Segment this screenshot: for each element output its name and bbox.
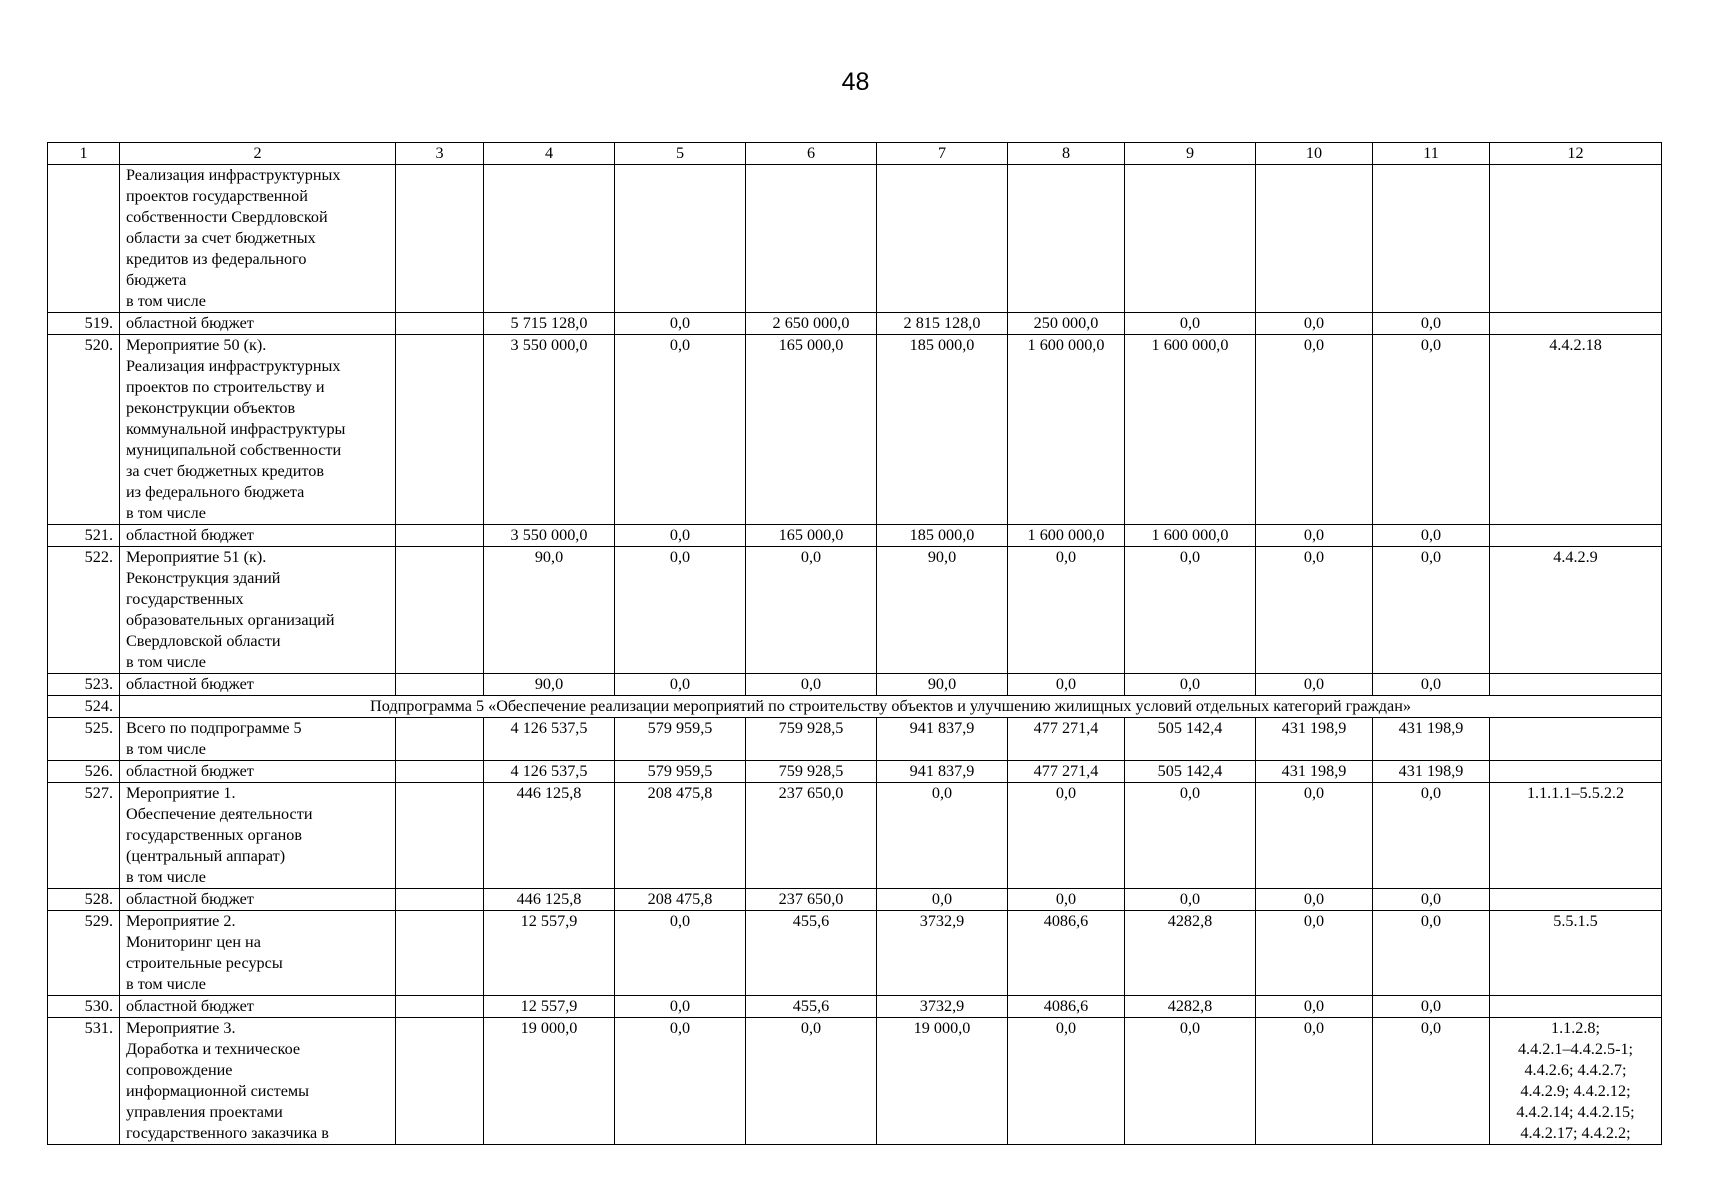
amount-cell: 0,0	[1256, 525, 1373, 547]
amount-cell: 0,0	[615, 547, 746, 674]
target-code-cell: 1.1.1.1–5.5.2.2	[1490, 783, 1662, 889]
amount-cell: 4086,6	[1008, 911, 1125, 996]
amount-cell	[1256, 165, 1373, 313]
table-row	[48, 165, 1662, 313]
amount-cell: 165 000,0	[746, 525, 877, 547]
amount-cell: 505 142,4	[1125, 761, 1256, 783]
description-cell: областной бюджет	[120, 313, 396, 335]
amount-cell: 1 600 000,0	[1125, 335, 1256, 525]
amount-cell: 0,0	[1008, 1018, 1125, 1145]
amount-cell: 0,0	[746, 547, 877, 674]
amount-cell: 0,0	[1125, 889, 1256, 911]
target-code-cell	[1490, 313, 1662, 335]
column-3-cell	[396, 911, 484, 996]
description-cell: Мероприятие 1. Обеспечение деятельности государственных органов (центральный аппарат) в том числе	[120, 783, 396, 889]
row-number-cell: 525.	[48, 718, 120, 761]
amount-cell: 0,0	[1125, 547, 1256, 674]
amount-cell: 4 126 537,5	[484, 718, 615, 761]
amount-cell: 455,6	[746, 911, 877, 996]
amount-cell: 505 142,4	[1125, 718, 1256, 761]
amount-cell: 0,0	[615, 996, 746, 1018]
amount-cell: 579 959,5	[615, 718, 746, 761]
amount-cell: 0,0	[1256, 313, 1373, 335]
amount-cell: 431 198,9	[1373, 761, 1490, 783]
row-number-cell: 523.	[48, 674, 120, 696]
column-3-cell	[396, 525, 484, 547]
target-code-cell: 1.1.2.8; 4.4.2.1–4.4.2.5-1; 4.4.2.6; 4.4.2.7; 4.4.2.9; 4.4.2.12; 4.4.2.14; 4.4.2.15; 4.4.2.17; 4.4.2.2;	[1490, 1018, 1662, 1145]
amount-cell	[746, 165, 877, 313]
table-row	[48, 889, 1662, 911]
amount-cell: 0,0	[615, 911, 746, 996]
row-number-cell: 524.	[48, 696, 120, 718]
amount-cell: 0,0	[1373, 1018, 1490, 1145]
amount-cell: 0,0	[1125, 1018, 1256, 1145]
amount-cell: 4086,6	[1008, 996, 1125, 1018]
subprogram-row	[48, 696, 1662, 718]
column-number-cell: 8	[1008, 143, 1125, 165]
table-row	[48, 313, 1662, 335]
amount-cell: 12 557,9	[484, 911, 615, 996]
budget-table	[47, 142, 1662, 1145]
row-number-cell: 521.	[48, 525, 120, 547]
amount-cell: 208 475,8	[615, 783, 746, 889]
row-number-cell: 527.	[48, 783, 120, 889]
row-number-cell: 528.	[48, 889, 120, 911]
amount-cell: 0,0	[1373, 889, 1490, 911]
column-number-cell: 7	[877, 143, 1008, 165]
amount-cell: 0,0	[1256, 674, 1373, 696]
amount-cell: 0,0	[1256, 911, 1373, 996]
amount-cell: 90,0	[484, 547, 615, 674]
amount-cell: 477 271,4	[1008, 718, 1125, 761]
column-3-cell	[396, 335, 484, 525]
column-number-cell: 9	[1125, 143, 1256, 165]
description-cell: областной бюджет	[120, 525, 396, 547]
column-number-cell: 4	[484, 143, 615, 165]
amount-cell: 19 000,0	[484, 1018, 615, 1145]
amount-cell: 0,0	[746, 1018, 877, 1145]
table-row	[48, 911, 1662, 996]
amount-cell: 3732,9	[877, 996, 1008, 1018]
amount-cell: 759 928,5	[746, 718, 877, 761]
column-3-cell	[396, 1018, 484, 1145]
table-row	[48, 996, 1662, 1018]
description-cell: Реализация инфраструктурных проектов государственной собственности Свердловской области за счет бюджетных кредитов из федерального бюджета в том числе	[120, 165, 396, 313]
amount-cell: 4282,8	[1125, 911, 1256, 996]
row-number-cell: 522.	[48, 547, 120, 674]
description-cell: областной бюджет	[120, 889, 396, 911]
amount-cell: 431 198,9	[1256, 761, 1373, 783]
target-code-cell: 4.4.2.18	[1490, 335, 1662, 525]
table-row	[48, 783, 1662, 889]
amount-cell: 3732,9	[877, 911, 1008, 996]
amount-cell: 5 715 128,0	[484, 313, 615, 335]
amount-cell: 1 600 000,0	[1008, 335, 1125, 525]
target-code-cell: 5.5.1.5	[1490, 911, 1662, 996]
amount-cell: 0,0	[1373, 911, 1490, 996]
target-code-cell	[1490, 674, 1662, 696]
amount-cell: 0,0	[1373, 996, 1490, 1018]
amount-cell: 185 000,0	[877, 525, 1008, 547]
column-number-cell: 10	[1256, 143, 1373, 165]
column-3-cell	[396, 889, 484, 911]
amount-cell: 0,0	[1256, 335, 1373, 525]
target-code-cell	[1490, 165, 1662, 313]
amount-cell: 0,0	[1373, 313, 1490, 335]
column-number-cell: 12	[1490, 143, 1662, 165]
column-3-cell	[396, 761, 484, 783]
row-number-cell: 520.	[48, 335, 120, 525]
amount-cell: 3 550 000,0	[484, 335, 615, 525]
column-3-cell	[396, 674, 484, 696]
amount-cell: 90,0	[877, 674, 1008, 696]
column-number-cell: 5	[615, 143, 746, 165]
target-code-cell	[1490, 525, 1662, 547]
description-cell: Мероприятие 2. Мониторинг цен на строительные ресурсы в том числе	[120, 911, 396, 996]
amount-cell: 477 271,4	[1008, 761, 1125, 783]
amount-cell: 0,0	[1008, 783, 1125, 889]
row-number-cell: 529.	[48, 911, 120, 996]
amount-cell: 0,0	[615, 674, 746, 696]
column-number-cell: 6	[746, 143, 877, 165]
amount-cell: 431 198,9	[1373, 718, 1490, 761]
amount-cell	[1125, 165, 1256, 313]
amount-cell: 185 000,0	[877, 335, 1008, 525]
table-row	[48, 718, 1662, 761]
amount-cell: 759 928,5	[746, 761, 877, 783]
amount-cell: 0,0	[1256, 1018, 1373, 1145]
row-number-cell: 530.	[48, 996, 120, 1018]
amount-cell: 0,0	[1125, 313, 1256, 335]
amount-cell: 237 650,0	[746, 889, 877, 911]
target-code-cell	[1490, 889, 1662, 911]
amount-cell: 2 815 128,0	[877, 313, 1008, 335]
row-number-cell: 531.	[48, 1018, 120, 1145]
amount-cell: 0,0	[1125, 783, 1256, 889]
amount-cell: 165 000,0	[746, 335, 877, 525]
amount-cell: 4282,8	[1125, 996, 1256, 1018]
target-code-cell	[1490, 761, 1662, 783]
amount-cell: 0,0	[615, 313, 746, 335]
target-code-cell: 4.4.2.9	[1490, 547, 1662, 674]
amount-cell	[877, 165, 1008, 313]
column-3-cell	[396, 165, 484, 313]
amount-cell: 0,0	[1373, 783, 1490, 889]
description-cell: Мероприятие 3. Доработка и техническое сопровождение информационной системы управления проектами государственного заказчика в	[120, 1018, 396, 1145]
amount-cell: 2 650 000,0	[746, 313, 877, 335]
description-cell: Всего по подпрограмме 5 в том числе	[120, 718, 396, 761]
column-3-cell	[396, 547, 484, 674]
amount-cell: 446 125,8	[484, 783, 615, 889]
description-cell: Мероприятие 50 (к). Реализация инфраструктурных проектов по строительству и реконструкции объектов коммунальной инфраструктуры муниципальной собственности за счет бюджетных кредитов из федерального бюджета в том числе	[120, 335, 396, 525]
subprogram-title-cell: Подпрограмма 5 «Обеспечение реализации мероприятий по строительству объектов и улучшению жилищных условий отдельных категорий граждан»	[120, 696, 1662, 718]
row-number-cell: 526.	[48, 761, 120, 783]
amount-cell: 0,0	[877, 783, 1008, 889]
amount-cell: 579 959,5	[615, 761, 746, 783]
table-row	[48, 761, 1662, 783]
amount-cell: 0,0	[746, 674, 877, 696]
column-number-cell: 2	[120, 143, 396, 165]
column-number-cell: 1	[48, 143, 120, 165]
amount-cell	[615, 165, 746, 313]
amount-cell	[1008, 165, 1125, 313]
amount-cell: 250 000,0	[1008, 313, 1125, 335]
amount-cell: 237 650,0	[746, 783, 877, 889]
amount-cell	[484, 165, 615, 313]
amount-cell: 0,0	[1008, 674, 1125, 696]
amount-cell: 0,0	[1256, 889, 1373, 911]
description-cell: Мероприятие 51 (к). Реконструкция зданий государственных образовательных организаций Свердловской области в том числе	[120, 547, 396, 674]
column-number-cell: 3	[396, 143, 484, 165]
description-cell: областной бюджет	[120, 674, 396, 696]
table-body	[48, 143, 1662, 1145]
amount-cell: 3 550 000,0	[484, 525, 615, 547]
amount-cell: 1 600 000,0	[1125, 525, 1256, 547]
table-row	[48, 547, 1662, 674]
amount-cell: 0,0	[1373, 674, 1490, 696]
column-number-row	[48, 143, 1662, 165]
description-cell: областной бюджет	[120, 761, 396, 783]
amount-cell: 431 198,9	[1256, 718, 1373, 761]
amount-cell: 0,0	[1256, 996, 1373, 1018]
amount-cell: 0,0	[1373, 525, 1490, 547]
amount-cell: 0,0	[1125, 674, 1256, 696]
amount-cell: 941 837,9	[877, 718, 1008, 761]
column-3-cell	[396, 783, 484, 889]
amount-cell: 0,0	[1373, 547, 1490, 674]
row-number-cell: 519.	[48, 313, 120, 335]
amount-cell: 0,0	[615, 335, 746, 525]
amount-cell: 0,0	[615, 1018, 746, 1145]
column-3-cell	[396, 313, 484, 335]
column-number-cell: 11	[1373, 143, 1490, 165]
amount-cell: 1 600 000,0	[1008, 525, 1125, 547]
amount-cell: 0,0	[1008, 889, 1125, 911]
amount-cell: 0,0	[877, 889, 1008, 911]
amount-cell: 90,0	[484, 674, 615, 696]
column-3-cell	[396, 718, 484, 761]
amount-cell: 90,0	[877, 547, 1008, 674]
amount-cell: 0,0	[615, 525, 746, 547]
amount-cell: 12 557,9	[484, 996, 615, 1018]
amount-cell: 0,0	[1256, 547, 1373, 674]
amount-cell: 4 126 537,5	[484, 761, 615, 783]
amount-cell: 446 125,8	[484, 889, 615, 911]
amount-cell: 455,6	[746, 996, 877, 1018]
target-code-cell	[1490, 996, 1662, 1018]
amount-cell: 0,0	[1256, 783, 1373, 889]
description-cell: областной бюджет	[120, 996, 396, 1018]
amount-cell: 0,0	[1373, 335, 1490, 525]
table-row	[48, 1018, 1662, 1145]
column-3-cell	[396, 996, 484, 1018]
row-number-cell	[48, 165, 120, 313]
target-code-cell	[1490, 718, 1662, 761]
table-row	[48, 335, 1662, 525]
amount-cell: 941 837,9	[877, 761, 1008, 783]
amount-cell: 208 475,8	[615, 889, 746, 911]
table-row	[48, 525, 1662, 547]
page-number: 48	[841, 68, 870, 96]
table-row	[48, 674, 1662, 696]
amount-cell	[1373, 165, 1490, 313]
amount-cell: 0,0	[1008, 547, 1125, 674]
amount-cell: 19 000,0	[877, 1018, 1008, 1145]
